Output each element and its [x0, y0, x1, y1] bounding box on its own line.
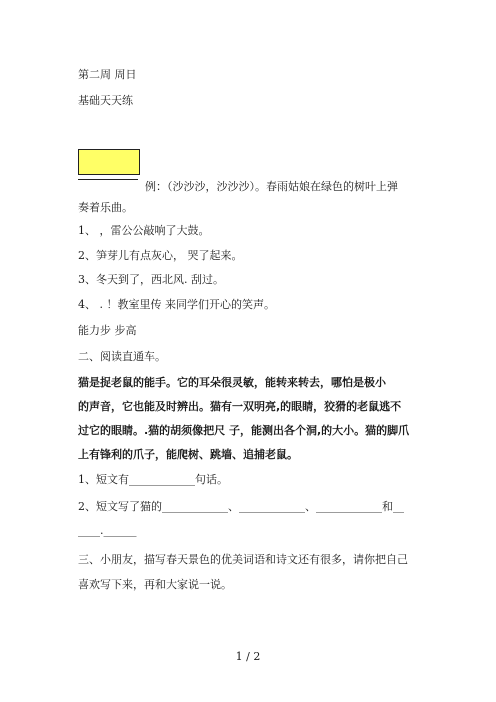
section-heading-basics: 基础天天练	[78, 94, 133, 107]
part-2-heading: 二、阅读直通车。	[78, 350, 166, 363]
highlight-box	[78, 149, 140, 175]
reading-question-2-cont: ____.______	[78, 524, 137, 537]
passage-line: 猫是捉老鼠的能手。它的耳朵很灵敏，能转来转去，哪怕是极小	[78, 376, 386, 389]
question-4: 4、 . ！教室里传 来同学们开心的笑声。	[78, 298, 275, 311]
question-3: 3、冬天到了，西北风. 刮过。	[78, 273, 224, 286]
blank-underline	[78, 179, 138, 180]
part-3-line-2: 喜欢写下来，再和大家说一说。	[78, 578, 232, 591]
part-3-line-1: 三、小朋友，描写春天景色的优美词语和诗文还有很多，请你把自己	[78, 553, 408, 566]
section-heading-ability: 能力步 步高	[78, 324, 137, 337]
page-number: 1 / 2	[235, 650, 261, 663]
passage-line: 上有锋利的爪子，能爬树、跳墙、追捕老鼠。	[78, 448, 298, 461]
example-line-2: 奏着乐曲。	[78, 201, 133, 214]
passage-line: 过它的眼睛。.猫的胡须像把尺 子，能测出各个洞,的大小。猫的脚爪	[78, 424, 410, 437]
reading-question-1: 1、短文有____________句话。	[78, 473, 228, 486]
reading-question-2: 2、短文写了猫的____________、____________、____________和__	[78, 500, 404, 513]
question-1: 1、 ，雷公公敲响了大鼓。	[78, 224, 210, 237]
example-line-1: 例：（沙沙沙，沙沙沙）。春雨姑娘在绿色的树叶上弹	[145, 180, 398, 193]
question-2: 2、笋芽儿有点灰心， 哭了起来。	[78, 249, 243, 262]
week-header: 第二周 周日	[78, 68, 137, 81]
passage-line: 的声音，它也能及时辨出。猫有一双明亮,的眼睛，狡猾的老鼠逃不	[78, 400, 402, 413]
